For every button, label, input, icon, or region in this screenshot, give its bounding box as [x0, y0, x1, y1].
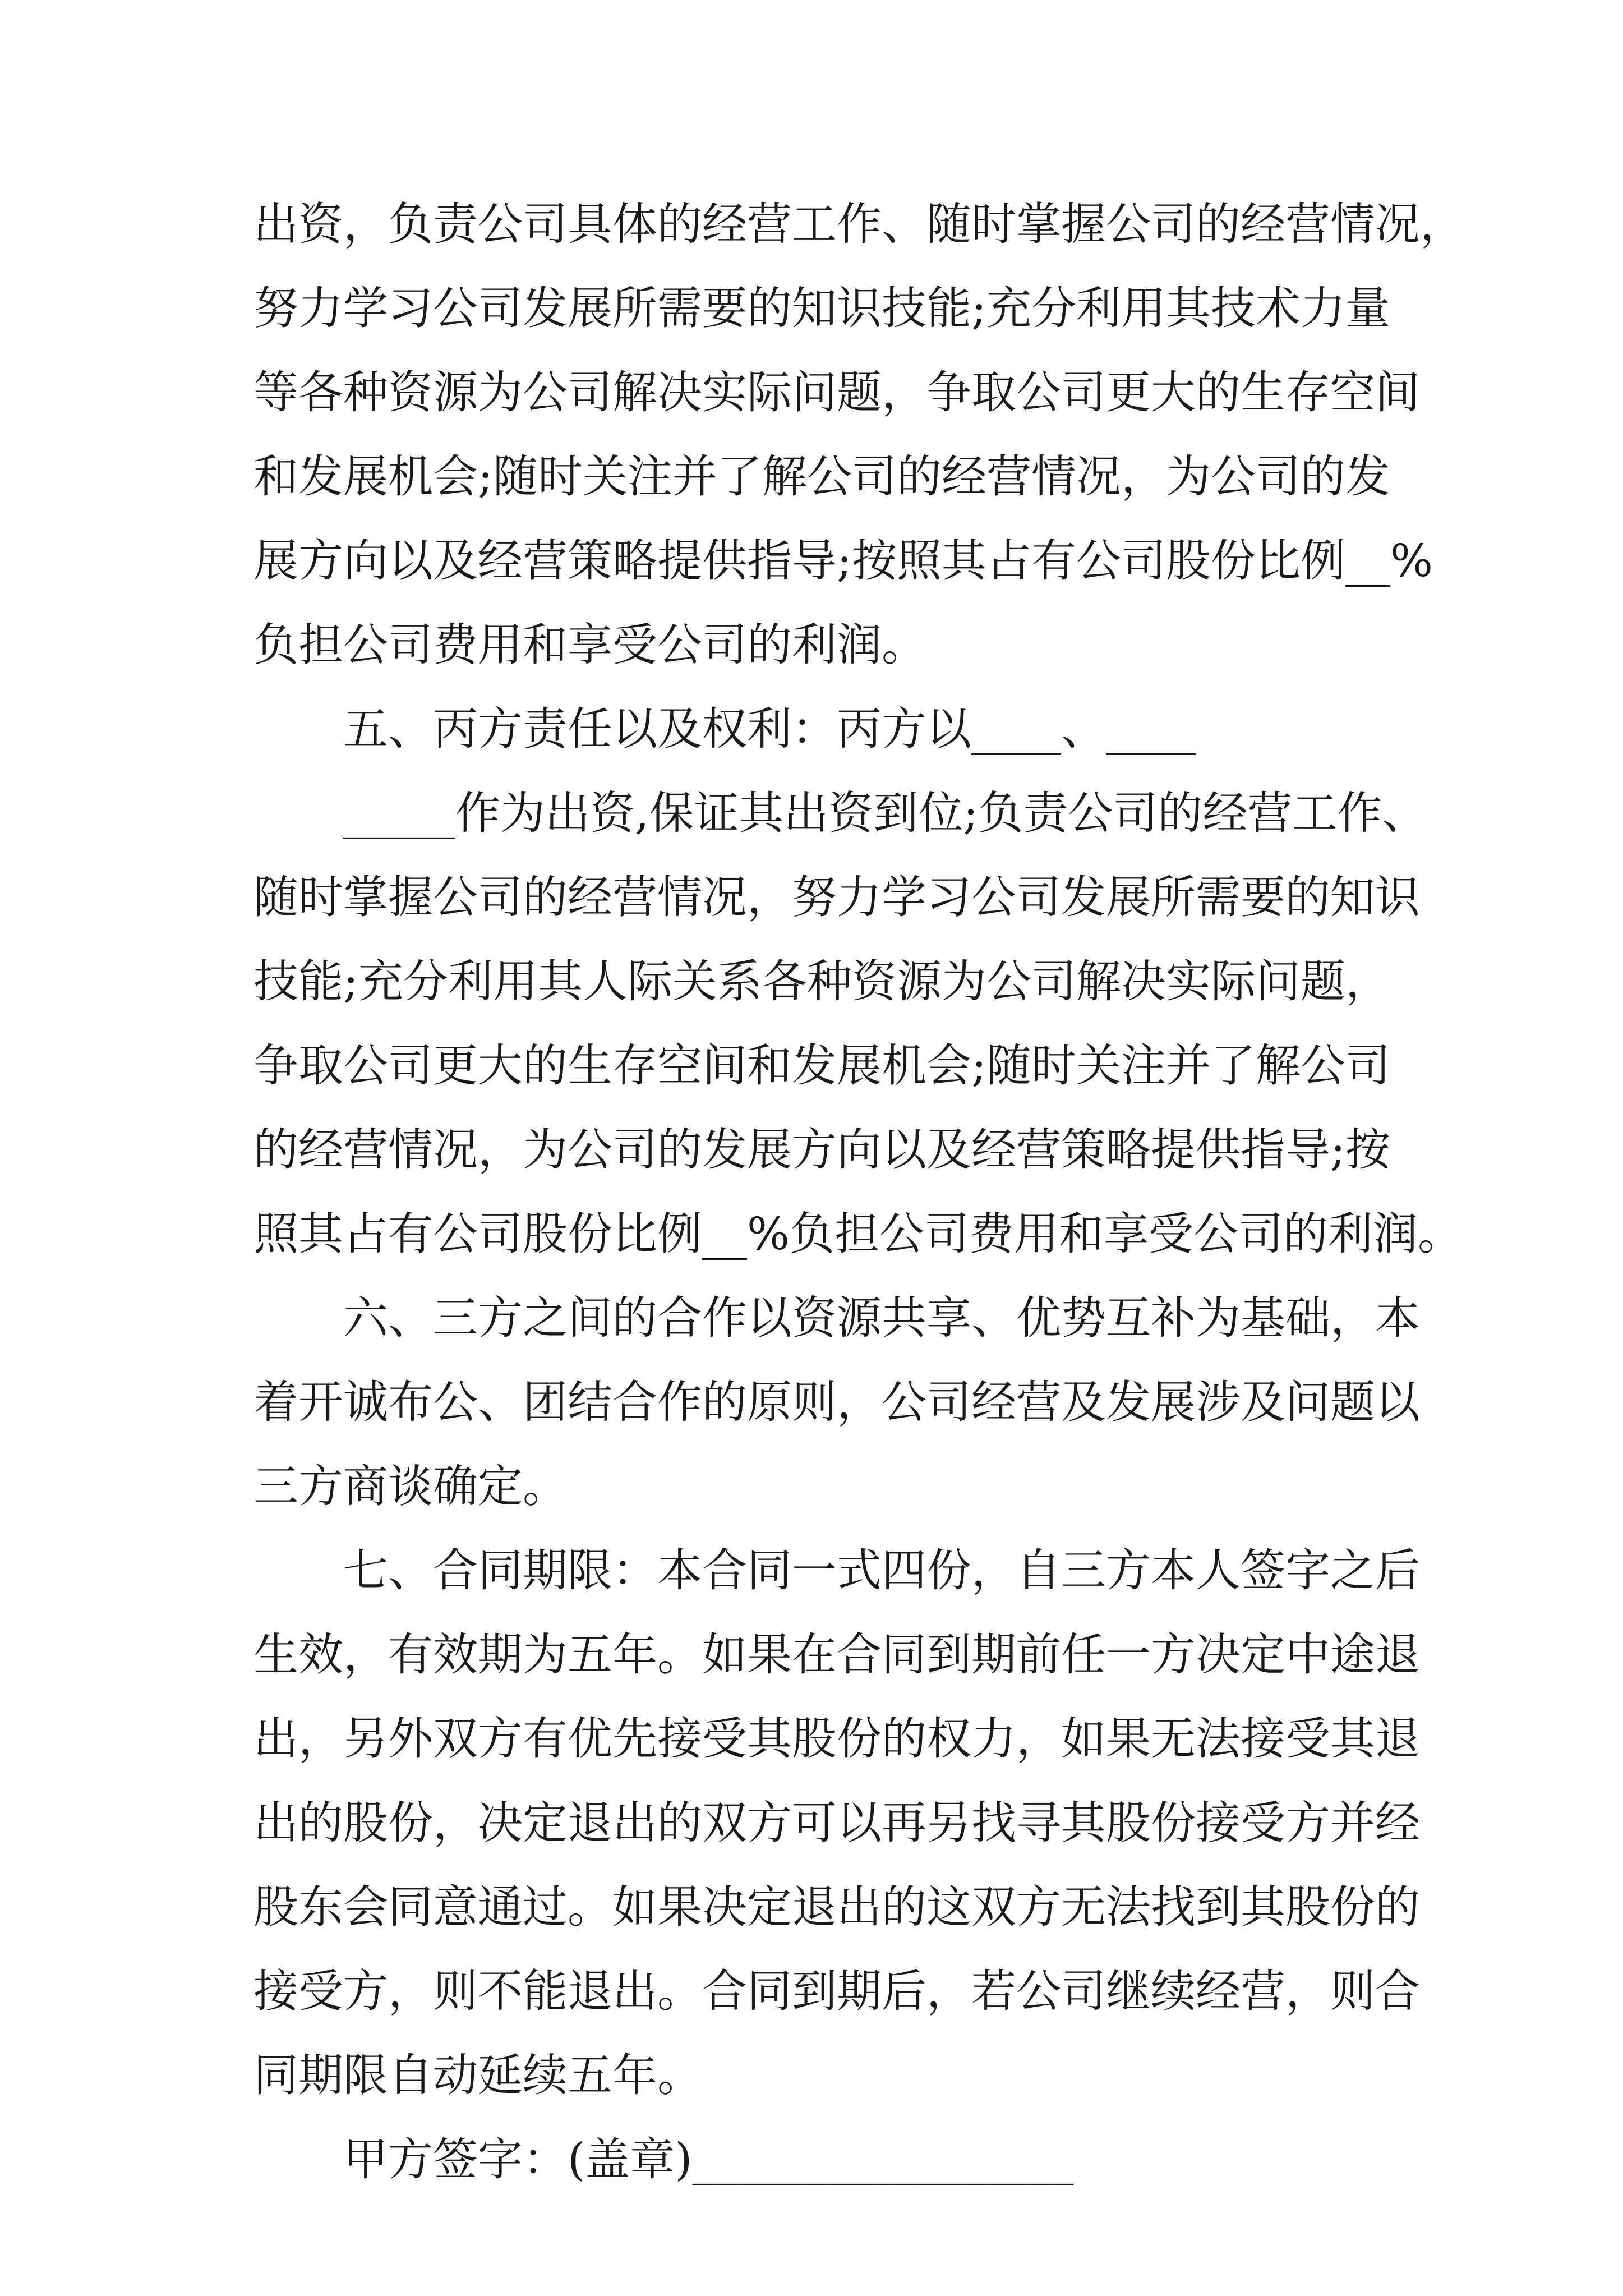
text-line: 展方向以及经营策略提供指导;按照其占有公司股份比例__% — [253, 535, 1433, 587]
text-line: 着开诚布公、团结合作的原则，公司经营及发展涉及问题以 — [253, 1376, 1420, 1428]
text-line: 负担公司费用和享受公司的利润。 — [253, 619, 926, 671]
text-line: 出的股份，决定退出的双方可以再另找寻其股份接受方并经 — [253, 1797, 1420, 1849]
text-line: 出，另外双方有优先接受其股份的权力，如果无法接受其退 — [253, 1713, 1420, 1765]
text-line: 出资，负责公司具体的经营工作、随时掌握公司的经营情况， — [253, 198, 1465, 250]
text-line: 七、合同期限：本合同一式四份，自三方本人签字之后 — [343, 1544, 1420, 1596]
text-line: 的经营情况，为公司的发展方向以及经营策略提供指导;按 — [253, 1124, 1390, 1176]
text-line: 和发展机会;随时关注并了解公司的经营情况，为公司的发 — [253, 450, 1390, 503]
text-line: 六、三方之间的合作以资源共享、优势互补为基础，本 — [343, 1292, 1420, 1344]
text-line: 接受方，则不能退出。合同到期后，若公司继续经营，则合 — [253, 1965, 1420, 2017]
text-line: 争取公司更大的生存空间和发展机会;随时关注并了解公司 — [253, 1039, 1390, 1092]
document-body — [253, 182, 1465, 2202]
text-line: 三方商谈确定。 — [253, 1460, 568, 1512]
party-a-signature-line: 甲方签字：(盖章)_________________ — [343, 2133, 1074, 2185]
text-line: 技能;充分利用其人际关系各种资源为公司解决实际问题， — [253, 955, 1390, 1007]
signature-block — [253, 2118, 1398, 2202]
paragraph-4-continued — [253, 182, 1465, 687]
text-line: 五、丙方责任以及权利：丙方以____、____ — [343, 703, 1196, 755]
paragraph-6 — [253, 1276, 1420, 1529]
text-line: 股东会同意通过。如果决定退出的这双方无法找到其股份的 — [253, 1881, 1420, 1933]
text-line: 照其占有公司股份比例__%负担公司费用和享受公司的利润。 — [253, 1208, 1463, 1260]
paragraph-7 — [253, 1529, 1420, 2118]
text-line: 同期限自动延续五年。 — [253, 2049, 702, 2101]
text-line: 努力学习公司发展所需要的知识技能;充分利用其技术力量 — [253, 282, 1390, 334]
text-line: 随时掌握公司的经营情况，努力学习公司发展所需要的知识 — [253, 871, 1420, 923]
text-line: 生效，有效期为五年。如果在合同到期前任一方决定中途退 — [253, 1628, 1420, 1681]
text-line: _____作为出资,保证其出资到位;负责公司的经营工作、 — [343, 787, 1427, 839]
text-line: 等各种资源为公司解决实际问题，争取公司更大的生存空间 — [253, 366, 1420, 418]
paragraph-5 — [253, 687, 1463, 1276]
